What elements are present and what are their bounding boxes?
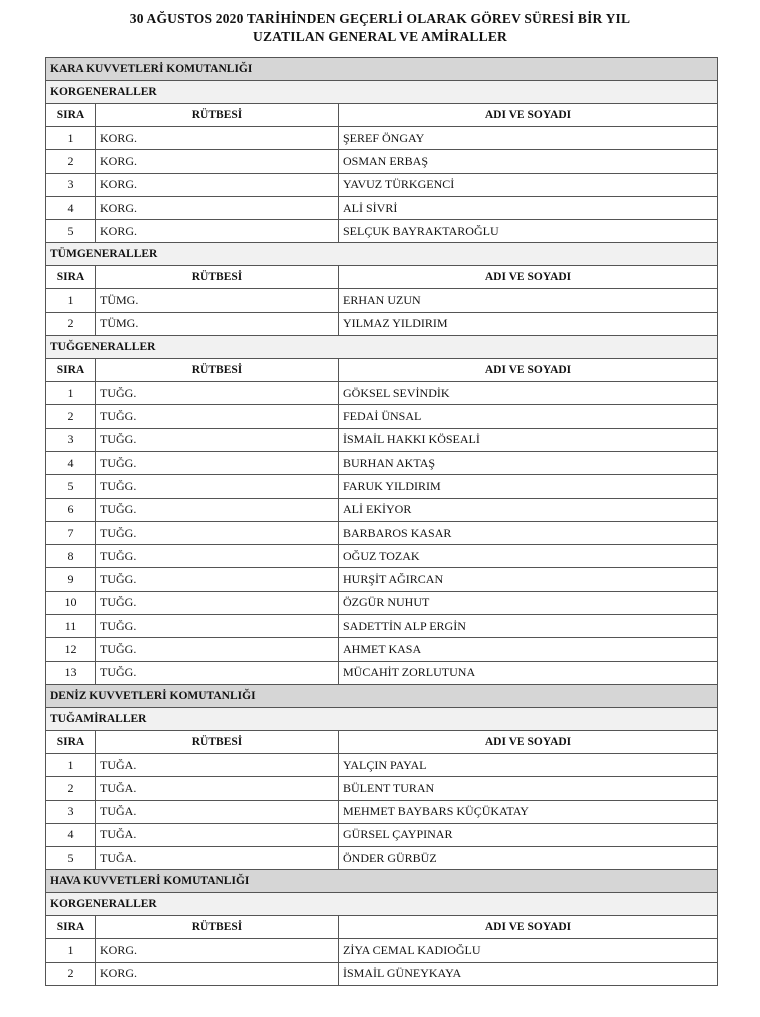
table-row bbox=[46, 545, 718, 568]
row-ad-soyad: İSMAİL HAKKI KÖSEALİ bbox=[339, 428, 718, 451]
row-ad-soyad: ŞEREF ÖNGAY bbox=[339, 127, 718, 150]
row-ad-soyad: İSMAİL GÜNEYKAYA bbox=[339, 962, 718, 985]
row-ad-soyad: YAVUZ TÜRKGENCİ bbox=[339, 173, 718, 196]
row-sira: 10 bbox=[46, 591, 96, 614]
table-row bbox=[46, 289, 718, 312]
row-rutbe: TÜMG. bbox=[96, 289, 339, 312]
row-rutbe: KORG. bbox=[96, 220, 339, 243]
column-header-rutbe: RÜTBESİ bbox=[96, 359, 339, 382]
command-header-row bbox=[46, 684, 718, 707]
table-row bbox=[46, 753, 718, 776]
rank-group-name: TUĞGENERALLER bbox=[46, 336, 718, 359]
row-sira: 1 bbox=[46, 382, 96, 405]
row-rutbe: KORG. bbox=[96, 939, 339, 962]
column-header-rutbe: RÜTBESİ bbox=[96, 730, 339, 753]
row-ad-soyad: ALİ SİVRİ bbox=[339, 196, 718, 219]
document-title-line-2: UZATILAN GENERAL VE AMİRALLER bbox=[253, 29, 507, 44]
row-ad-soyad: GÜRSEL ÇAYPINAR bbox=[339, 823, 718, 846]
row-sira: 3 bbox=[46, 800, 96, 823]
row-sira: 7 bbox=[46, 521, 96, 544]
command-name: HAVA KUVVETLERİ KOMUTANLIĞI bbox=[46, 870, 718, 893]
row-ad-soyad: ZİYA CEMAL KADIOĞLU bbox=[339, 939, 718, 962]
table-row bbox=[46, 568, 718, 591]
table-row bbox=[46, 196, 718, 219]
column-header-row bbox=[46, 359, 718, 382]
row-rutbe: TUĞG. bbox=[96, 405, 339, 428]
row-sira: 2 bbox=[46, 405, 96, 428]
row-ad-soyad: GÖKSEL SEVİNDİK bbox=[339, 382, 718, 405]
officers-table-body bbox=[46, 58, 718, 986]
column-header-ad: ADI VE SOYADI bbox=[339, 266, 718, 289]
row-rutbe: TUĞG. bbox=[96, 545, 339, 568]
table-row bbox=[46, 475, 718, 498]
row-sira: 6 bbox=[46, 498, 96, 521]
row-rutbe: TUĞA. bbox=[96, 800, 339, 823]
row-ad-soyad: ERHAN UZUN bbox=[339, 289, 718, 312]
column-header-ad: ADI VE SOYADI bbox=[339, 104, 718, 127]
row-ad-soyad: HURŞİT AĞIRCAN bbox=[339, 568, 718, 591]
row-ad-soyad: FEDAİ ÜNSAL bbox=[339, 405, 718, 428]
row-rutbe: TUĞG. bbox=[96, 475, 339, 498]
rank-group-row bbox=[46, 707, 718, 730]
row-rutbe: KORG. bbox=[96, 150, 339, 173]
column-header-sira: SIRA bbox=[46, 359, 96, 382]
row-ad-soyad: YALÇIN PAYAL bbox=[339, 753, 718, 776]
command-name: DENİZ KUVVETLERİ KOMUTANLIĞI bbox=[46, 684, 718, 707]
row-ad-soyad: OSMAN ERBAŞ bbox=[339, 150, 718, 173]
row-rutbe: TUĞG. bbox=[96, 638, 339, 661]
command-header-row bbox=[46, 58, 718, 81]
row-rutbe: TUĞG. bbox=[96, 428, 339, 451]
row-sira: 11 bbox=[46, 615, 96, 638]
row-ad-soyad: ÖZGÜR NUHUT bbox=[339, 591, 718, 614]
row-sira: 4 bbox=[46, 196, 96, 219]
row-rutbe: TUĞA. bbox=[96, 777, 339, 800]
column-header-row bbox=[46, 730, 718, 753]
column-header-ad: ADI VE SOYADI bbox=[339, 916, 718, 939]
row-ad-soyad: AHMET KASA bbox=[339, 638, 718, 661]
rank-group-name: KORGENERALLER bbox=[46, 893, 718, 916]
column-header-ad: ADI VE SOYADI bbox=[339, 730, 718, 753]
row-ad-soyad: BÜLENT TURAN bbox=[339, 777, 718, 800]
row-sira: 3 bbox=[46, 428, 96, 451]
column-header-rutbe: RÜTBESİ bbox=[96, 266, 339, 289]
command-header-row bbox=[46, 870, 718, 893]
command-name: KARA KUVVETLERİ KOMUTANLIĞI bbox=[46, 58, 718, 81]
row-ad-soyad: MÜCAHİT ZORLUTUNA bbox=[339, 661, 718, 684]
column-header-sira: SIRA bbox=[46, 104, 96, 127]
row-ad-soyad: BARBAROS KASAR bbox=[339, 521, 718, 544]
column-header-rutbe: RÜTBESİ bbox=[96, 916, 339, 939]
table-row bbox=[46, 312, 718, 335]
rank-group-row bbox=[46, 81, 718, 104]
row-sira: 9 bbox=[46, 568, 96, 591]
row-sira: 1 bbox=[46, 753, 96, 776]
row-sira: 3 bbox=[46, 173, 96, 196]
table-row bbox=[46, 498, 718, 521]
table-row bbox=[46, 777, 718, 800]
table-row bbox=[46, 428, 718, 451]
row-ad-soyad: SELÇUK BAYRAKTAROĞLU bbox=[339, 220, 718, 243]
row-sira: 4 bbox=[46, 823, 96, 846]
row-rutbe: TUĞG. bbox=[96, 382, 339, 405]
document-title bbox=[0, 10, 760, 46]
table-row bbox=[46, 451, 718, 474]
table-row bbox=[46, 591, 718, 614]
row-rutbe: TUĞG. bbox=[96, 451, 339, 474]
table-row bbox=[46, 638, 718, 661]
column-header-sira: SIRA bbox=[46, 916, 96, 939]
column-header-ad: ADI VE SOYADI bbox=[339, 359, 718, 382]
row-ad-soyad: MEHMET BAYBARS KÜÇÜKATAY bbox=[339, 800, 718, 823]
row-sira: 1 bbox=[46, 939, 96, 962]
row-rutbe: TUĞG. bbox=[96, 521, 339, 544]
table-row bbox=[46, 823, 718, 846]
table-row bbox=[46, 962, 718, 985]
column-header-row bbox=[46, 916, 718, 939]
table-row bbox=[46, 521, 718, 544]
rank-group-name: TUĞAMİRALLER bbox=[46, 707, 718, 730]
row-ad-soyad: YILMAZ YILDIRIM bbox=[339, 312, 718, 335]
table-row bbox=[46, 615, 718, 638]
row-ad-soyad: ALİ EKİYOR bbox=[339, 498, 718, 521]
rank-group-name: TÜMGENERALLER bbox=[46, 243, 718, 266]
table-row bbox=[46, 800, 718, 823]
rank-group-name: KORGENERALLER bbox=[46, 81, 718, 104]
row-ad-soyad: OĞUZ TOZAK bbox=[339, 545, 718, 568]
row-rutbe: KORG. bbox=[96, 127, 339, 150]
row-ad-soyad: ÖNDER GÜRBÜZ bbox=[339, 847, 718, 870]
column-header-row bbox=[46, 266, 718, 289]
column-header-sira: SIRA bbox=[46, 730, 96, 753]
row-sira: 2 bbox=[46, 312, 96, 335]
table-row bbox=[46, 220, 718, 243]
row-rutbe: KORG. bbox=[96, 173, 339, 196]
row-rutbe: TUĞG. bbox=[96, 498, 339, 521]
row-sira: 2 bbox=[46, 962, 96, 985]
row-rutbe: TÜMG. bbox=[96, 312, 339, 335]
row-rutbe: TUĞG. bbox=[96, 568, 339, 591]
table-row bbox=[46, 661, 718, 684]
row-ad-soyad: BURHAN AKTAŞ bbox=[339, 451, 718, 474]
row-sira: 5 bbox=[46, 475, 96, 498]
row-ad-soyad: FARUK YILDIRIM bbox=[339, 475, 718, 498]
row-sira: 5 bbox=[46, 220, 96, 243]
officers-table bbox=[45, 57, 718, 986]
column-header-row bbox=[46, 104, 718, 127]
table-row bbox=[46, 173, 718, 196]
rank-group-row bbox=[46, 243, 718, 266]
row-rutbe: TUĞA. bbox=[96, 823, 339, 846]
row-sira: 1 bbox=[46, 127, 96, 150]
row-sira: 1 bbox=[46, 289, 96, 312]
row-sira: 8 bbox=[46, 545, 96, 568]
rank-group-row bbox=[46, 893, 718, 916]
row-rutbe: TUĞA. bbox=[96, 847, 339, 870]
table-row bbox=[46, 847, 718, 870]
table-row bbox=[46, 939, 718, 962]
row-rutbe: TUĞG. bbox=[96, 591, 339, 614]
column-header-sira: SIRA bbox=[46, 266, 96, 289]
row-sira: 12 bbox=[46, 638, 96, 661]
row-rutbe: KORG. bbox=[96, 196, 339, 219]
table-row bbox=[46, 127, 718, 150]
row-sira: 4 bbox=[46, 451, 96, 474]
row-sira: 2 bbox=[46, 150, 96, 173]
table-row bbox=[46, 382, 718, 405]
row-sira: 13 bbox=[46, 661, 96, 684]
row-rutbe: TUĞG. bbox=[96, 661, 339, 684]
row-rutbe: KORG. bbox=[96, 962, 339, 985]
table-row bbox=[46, 405, 718, 428]
rank-group-row bbox=[46, 336, 718, 359]
column-header-rutbe: RÜTBESİ bbox=[96, 104, 339, 127]
table-row bbox=[46, 150, 718, 173]
row-rutbe: TUĞA. bbox=[96, 753, 339, 776]
row-sira: 5 bbox=[46, 847, 96, 870]
document-title-line-1: 30 AĞUSTOS 2020 TARİHİNDEN GEÇERLİ OLARAK GÖREV SÜRESİ BİR YIL bbox=[129, 11, 631, 26]
row-ad-soyad: SADETTİN ALP ERGİN bbox=[339, 615, 718, 638]
row-rutbe: TUĞG. bbox=[96, 615, 339, 638]
row-sira: 2 bbox=[46, 777, 96, 800]
